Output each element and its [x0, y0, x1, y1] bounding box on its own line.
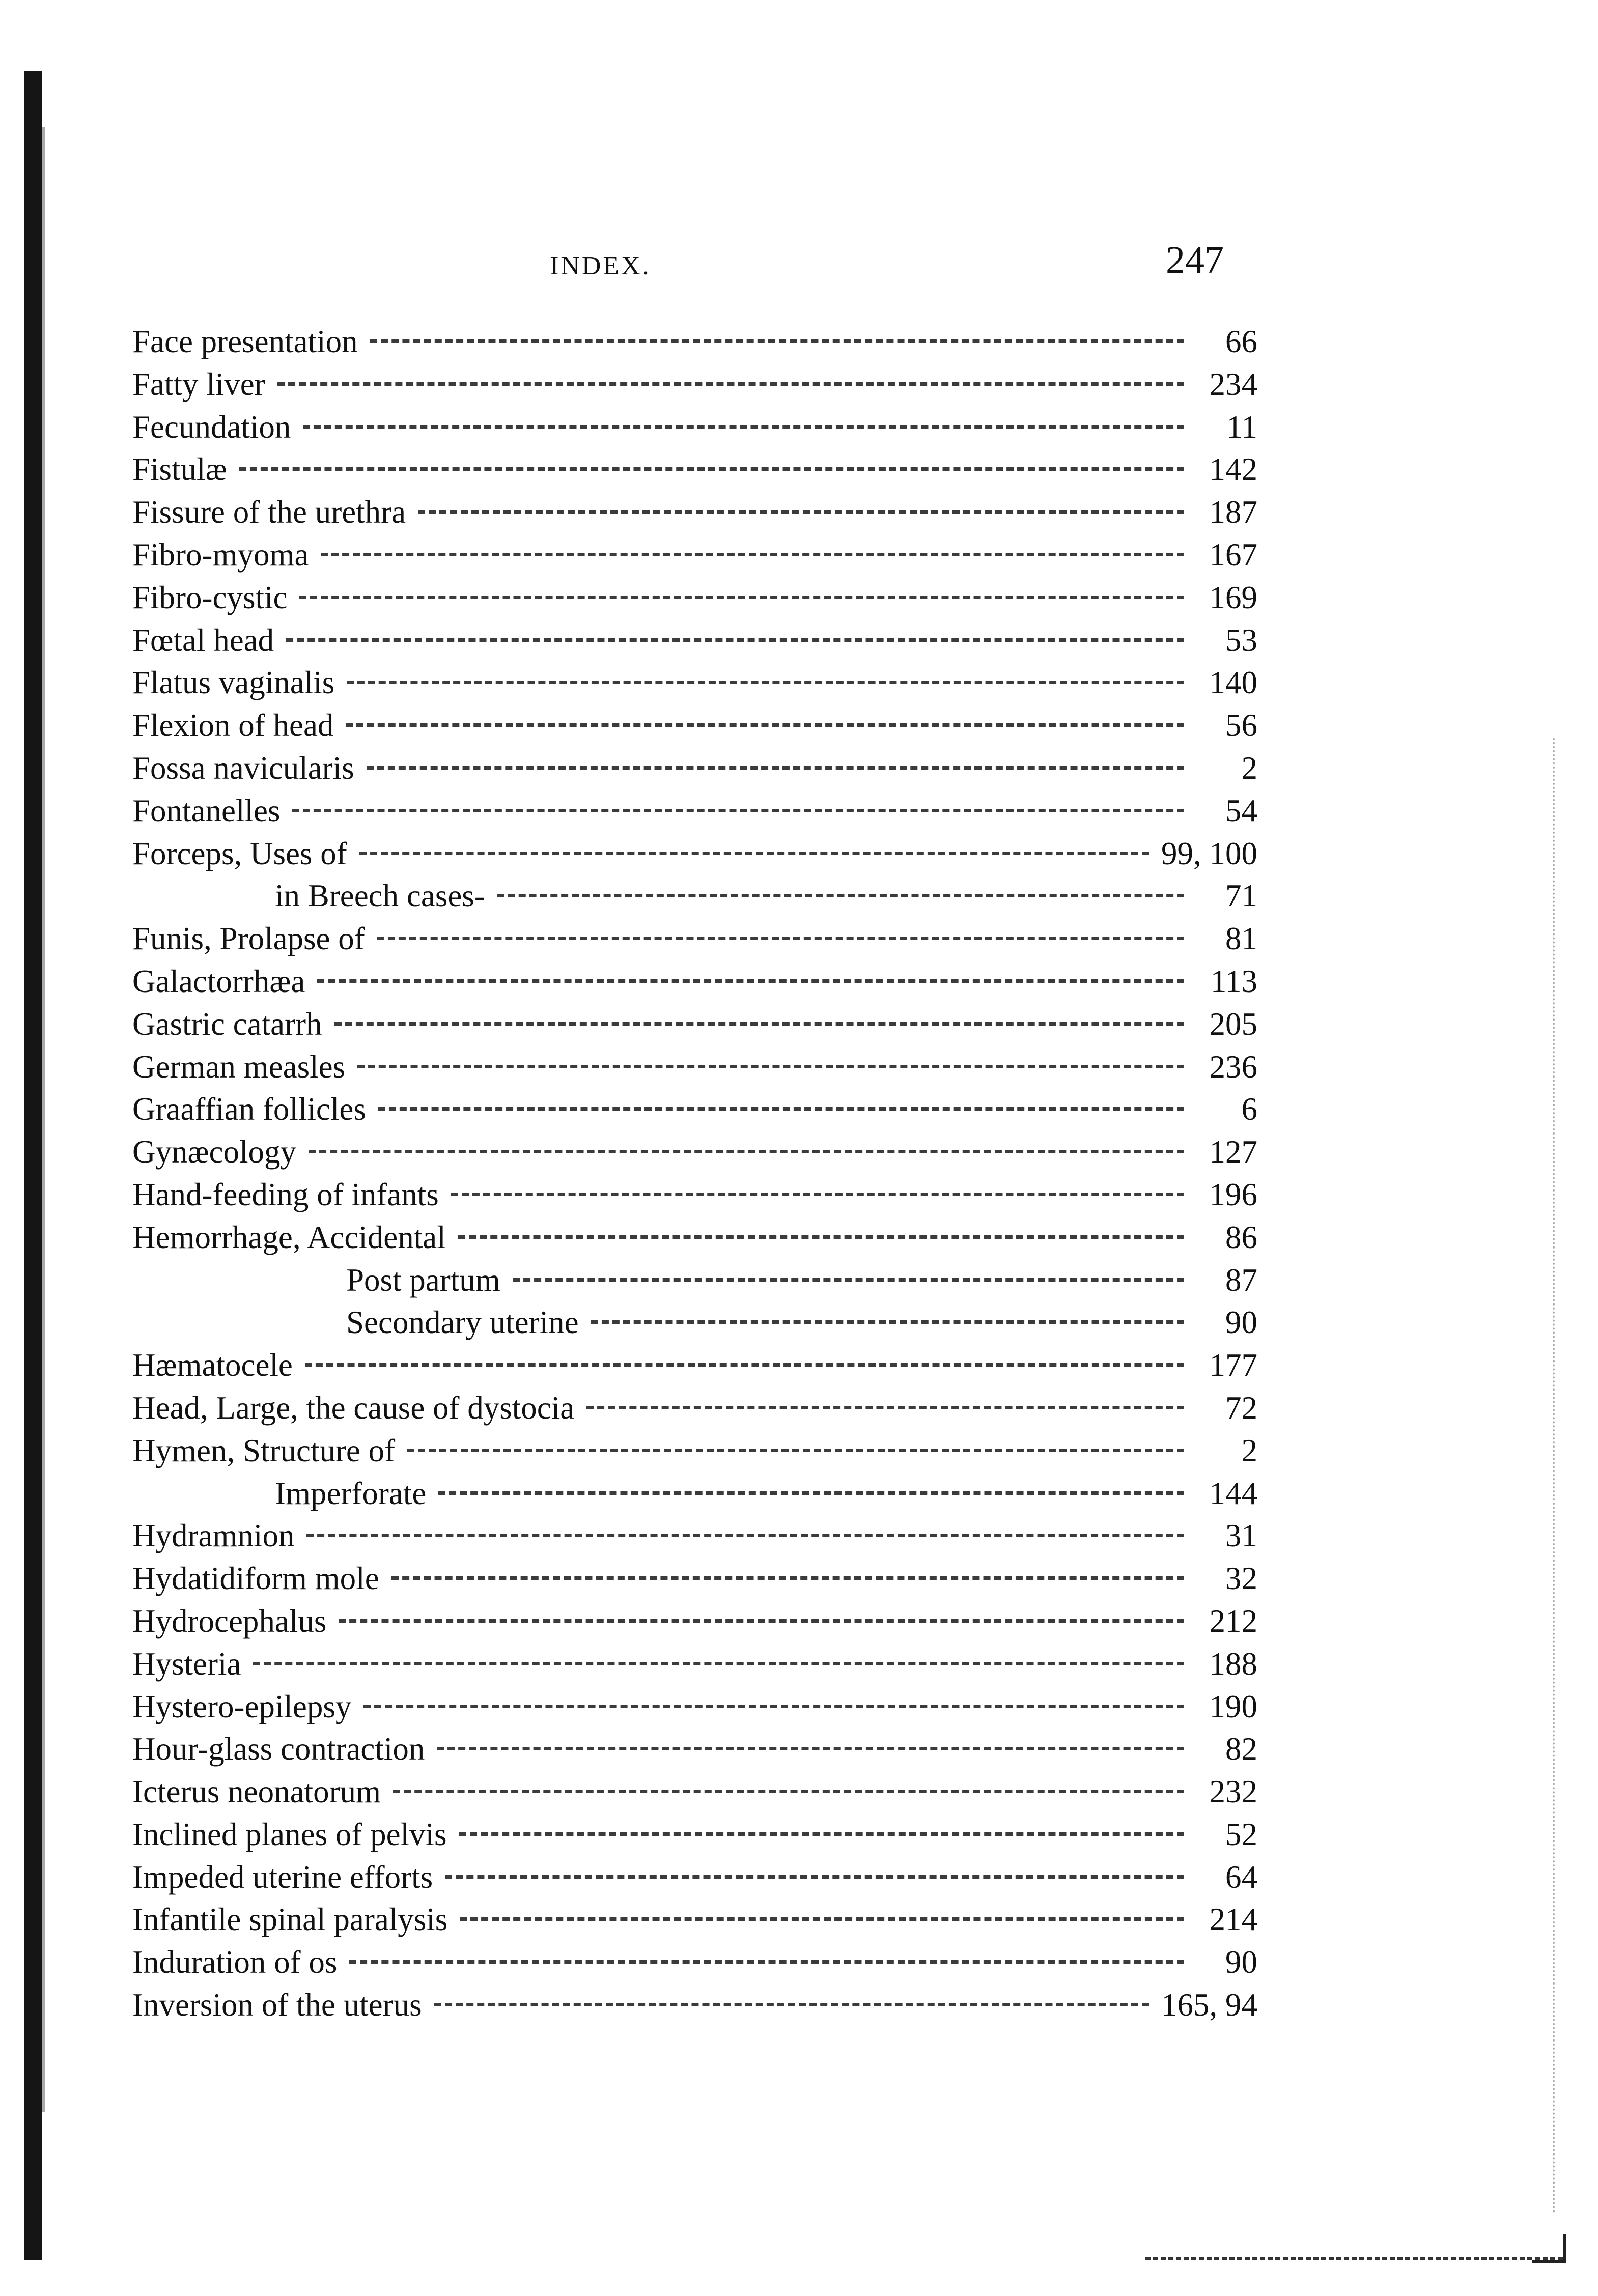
dot-leader — [591, 1320, 1184, 1324]
index-entry — [132, 1984, 1257, 2027]
index-entry-term: Post partum — [346, 1262, 500, 1298]
dot-leader — [303, 425, 1184, 429]
dot-leader — [445, 1875, 1184, 1879]
index-entry-term: Face presentation — [132, 324, 358, 359]
index-entry-term: German measles — [132, 1048, 346, 1085]
index-entry-term: Fibro-cystic — [132, 579, 288, 615]
index-entry-pages: 140 — [1209, 665, 1257, 701]
index-entry — [132, 1430, 1257, 1472]
index-entry — [132, 1088, 1257, 1131]
index-entry-pages: 56 — [1225, 707, 1257, 744]
index-entry-term: Infantile spinal paralysis — [132, 1902, 448, 1938]
index-entry-term: Fissure of the urethra — [132, 494, 406, 530]
index-entry-term: Hydramnion — [132, 1518, 295, 1554]
dot-leader — [334, 1022, 1184, 1026]
index-entry — [132, 1771, 1257, 1813]
dot-leader — [418, 510, 1184, 514]
index-entry-pages: 190 — [1209, 1688, 1257, 1724]
bottom-edge-rule — [1145, 2257, 1563, 2260]
index-entry-term: Icterus neonatorum — [132, 1774, 381, 1810]
dot-leader — [451, 1193, 1184, 1196]
dot-leader — [378, 1107, 1184, 1111]
index-entry-term: Induration of os — [132, 1944, 338, 1980]
index-entry-term: Graaffian follicles — [132, 1091, 366, 1127]
dot-leader — [309, 1150, 1184, 1153]
index-entry-pages: 144 — [1209, 1475, 1257, 1511]
index-entry-term: Hystero-epilepsy — [132, 1688, 352, 1724]
index-entry-term: Fistulæ — [132, 451, 227, 488]
page-edge-specks — [1553, 738, 1557, 2214]
index-entry — [132, 1131, 1257, 1174]
dot-leader — [286, 638, 1184, 642]
dot-leader — [497, 894, 1184, 897]
index-entry-term: Hymen, Structure of — [132, 1432, 396, 1468]
dot-leader — [299, 596, 1184, 599]
page-number: 247 — [1166, 239, 1224, 281]
index-entry-term: Inversion of the uterus — [132, 1987, 422, 2023]
dot-leader — [460, 1917, 1184, 1921]
index-entry-term: Galactorrhæa — [132, 963, 305, 999]
index-entry-term: Fibro-myoma — [132, 536, 309, 573]
index-entry-pages: 232 — [1209, 1774, 1257, 1810]
dot-leader — [377, 937, 1184, 940]
dot-leader — [459, 1832, 1184, 1836]
index-entry — [132, 1259, 1257, 1302]
index-entry-term: Hysteria — [132, 1646, 241, 1682]
index-entry-term: Head, Large, the cause of dystocia — [132, 1390, 575, 1426]
dot-leader — [513, 1278, 1184, 1282]
index-entry-pages: 90 — [1225, 1944, 1257, 1980]
index-entry-pages: 127 — [1209, 1134, 1257, 1170]
index-entry-list — [132, 321, 1257, 2027]
index-entry-term: Hydrocephalus — [132, 1603, 327, 1639]
index-entry-term: Flatus vaginalis — [132, 665, 335, 701]
index-entry-pages: 52 — [1225, 1816, 1257, 1852]
index-entry-pages: 167 — [1209, 536, 1257, 573]
dot-leader — [317, 979, 1184, 983]
dot-leader — [292, 809, 1184, 812]
index-entry — [132, 491, 1257, 534]
index-entry-pages: 212 — [1209, 1603, 1257, 1639]
index-entry — [132, 1515, 1257, 1557]
dot-leader — [346, 723, 1184, 727]
dot-leader — [305, 1363, 1184, 1367]
index-entry-term: Fontanelles — [132, 792, 281, 829]
index-entry-term: Hand-feeding of infants — [132, 1176, 439, 1212]
index-entry — [132, 448, 1257, 491]
index-entry-pages: 81 — [1225, 921, 1257, 957]
index-entry — [132, 747, 1257, 790]
index-entry-pages: 32 — [1225, 1561, 1257, 1597]
index-entry-pages: 196 — [1209, 1176, 1257, 1212]
index-entry-term: Hour-glass contraction — [132, 1731, 425, 1767]
book-spine-shadow — [24, 71, 42, 2260]
dot-leader — [393, 1790, 1184, 1793]
dot-leader — [434, 2003, 1149, 2006]
index-entry-pages: 169 — [1209, 579, 1257, 615]
index-entry-pages: 2 — [1241, 1432, 1257, 1468]
index-entry-pages: 99, 100 — [1161, 835, 1257, 871]
index-entry — [132, 1301, 1257, 1344]
index-entry-pages: 53 — [1225, 622, 1257, 658]
dot-leader — [306, 1534, 1184, 1537]
index-entry — [132, 1856, 1257, 1899]
index-entry-term: Inclined planes of pelvis — [132, 1816, 447, 1852]
index-entry-pages: 236 — [1209, 1048, 1257, 1085]
index-entry — [132, 363, 1257, 406]
index-entry — [132, 534, 1257, 577]
dot-leader — [586, 1406, 1184, 1409]
index-entry-pages: 72 — [1225, 1390, 1257, 1426]
index-entry-pages: 188 — [1209, 1646, 1257, 1682]
index-entry — [132, 1728, 1257, 1771]
dot-leader — [458, 1235, 1184, 1239]
index-entry-term: Fecundation — [132, 409, 291, 445]
index-entry-term: Imperforate — [275, 1475, 427, 1511]
index-entry-term: Gastric catarrh — [132, 1006, 322, 1042]
index-entry-term: Hemorrhage, Accidental — [132, 1219, 446, 1255]
index-entry — [132, 704, 1257, 747]
index-entry — [132, 577, 1257, 619]
index-entry — [132, 790, 1257, 833]
index-entry — [132, 1813, 1257, 1856]
index-entry — [132, 1600, 1257, 1643]
index-entry — [132, 1387, 1257, 1430]
index-entry — [132, 1472, 1257, 1515]
index-entry-term: Flexion of head — [132, 707, 334, 744]
dot-leader — [363, 1705, 1184, 1708]
index-entry-pages: 87 — [1225, 1262, 1257, 1298]
index-entry-pages: 113 — [1210, 963, 1257, 999]
index-entry — [132, 960, 1257, 1003]
dot-leader — [357, 1065, 1184, 1068]
index-entry — [132, 1686, 1257, 1728]
index-entry-pages: 11 — [1226, 409, 1257, 445]
index-entry — [132, 1003, 1257, 1046]
index-entry-pages: 2 — [1241, 750, 1257, 786]
dot-leader — [347, 681, 1184, 684]
index-entry-term: Secondary uterine — [346, 1305, 579, 1341]
index-entry — [132, 1216, 1257, 1259]
index-entry-pages: 31 — [1225, 1518, 1257, 1554]
index-entry-pages: 205 — [1209, 1006, 1257, 1042]
dot-leader — [367, 766, 1184, 770]
index-entry — [132, 1344, 1257, 1387]
index-entry-term: Impeded uterine efforts — [132, 1859, 433, 1895]
index-entry-pages: 6 — [1241, 1091, 1257, 1127]
dot-leader — [438, 1491, 1184, 1495]
index-entry — [132, 875, 1257, 918]
dot-leader — [391, 1576, 1184, 1580]
index-entry — [132, 321, 1257, 363]
dot-leader — [253, 1662, 1184, 1665]
index-entry-term: Hydatidiform mole — [132, 1561, 379, 1597]
index-entry-pages: 90 — [1225, 1305, 1257, 1341]
index-entry-pages: 187 — [1209, 494, 1257, 530]
dot-leader — [370, 339, 1184, 343]
dot-leader — [321, 553, 1184, 556]
index-entry-term: Fossa navicularis — [132, 750, 354, 786]
index-entry — [132, 1898, 1257, 1941]
dot-leader — [359, 852, 1149, 855]
index-entry-pages: 177 — [1209, 1347, 1257, 1383]
index-entry-term: Forceps, Uses of — [132, 835, 347, 871]
index-entry — [132, 1941, 1257, 1984]
corner-mark — [1532, 2234, 1566, 2263]
index-entry — [132, 1174, 1257, 1216]
dot-leader — [437, 1747, 1184, 1750]
index-entry-pages: 165, 94 — [1161, 1987, 1257, 2023]
index-entry-pages: 66 — [1225, 324, 1257, 359]
index-entry — [132, 1557, 1257, 1600]
index-entry-pages: 82 — [1225, 1731, 1257, 1767]
index-entry — [132, 1046, 1257, 1089]
index-entry-term: Hæmatocele — [132, 1347, 293, 1383]
index-entry-pages: 142 — [1209, 451, 1257, 488]
index-entry — [132, 662, 1257, 704]
index-entry-pages: 54 — [1225, 792, 1257, 829]
index-entry-pages: 214 — [1209, 1902, 1257, 1938]
index-entry — [132, 406, 1257, 449]
index-entry-pages: 64 — [1225, 1859, 1257, 1895]
dot-leader — [239, 467, 1184, 471]
index-entry-term: in Breech cases- — [275, 878, 485, 914]
index-entry — [132, 918, 1257, 960]
index-entry-term: Fatty liver — [132, 366, 265, 402]
index-entry-term: Gynæcology — [132, 1134, 296, 1170]
dot-leader — [349, 1960, 1184, 1964]
dot-leader — [339, 1619, 1184, 1623]
index-entry-pages: 71 — [1225, 878, 1257, 914]
dot-leader — [277, 382, 1184, 386]
index-entry — [132, 1643, 1257, 1686]
index-entry-pages: 86 — [1225, 1219, 1257, 1255]
page-header-title: INDEX. — [550, 251, 651, 280]
index-entry-pages: 234 — [1209, 366, 1257, 402]
spine-edge-shadow — [42, 127, 45, 2112]
index-entry-term: Fœtal head — [132, 622, 274, 658]
index-entry-term: Funis, Prolapse of — [132, 921, 365, 957]
dot-leader — [407, 1449, 1184, 1452]
index-entry — [132, 833, 1257, 875]
index-entry — [132, 619, 1257, 662]
